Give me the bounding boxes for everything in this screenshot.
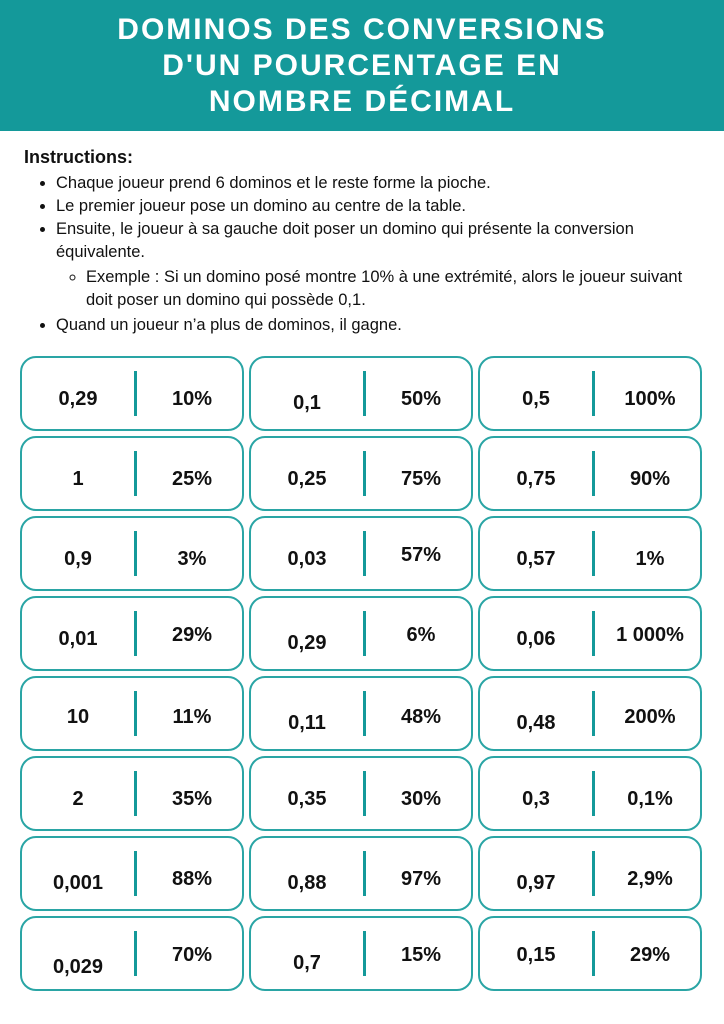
domino-right-value: 29% (629, 944, 671, 966)
instructions-list (24, 172, 704, 337)
domino-tile (249, 516, 473, 591)
domino-left-value: 0,48 (516, 712, 556, 734)
domino-left-value: 0,7 (293, 952, 321, 974)
domino-tile (20, 356, 244, 431)
instructions-section (24, 146, 704, 337)
example-list (56, 266, 704, 312)
instruction-text: Ensuite, le joueur à sa gauche doit poser un domino qui présente la conversion équivalente. (56, 220, 634, 261)
domino-left-value: 0,5 (522, 388, 550, 410)
domino-tile (478, 436, 702, 511)
domino-left-value: 0,75 (516, 468, 556, 490)
domino-tile (478, 596, 702, 671)
domino-tile (20, 596, 244, 671)
domino-left-value: 0,3 (522, 788, 550, 810)
domino-tile (20, 516, 244, 591)
domino-right-value: 3% (177, 548, 207, 570)
title-banner (0, 0, 724, 131)
domino-left-value: 0,01 (58, 628, 98, 650)
domino-right-value: 200% (624, 706, 676, 728)
domino-right-value: 2,9% (627, 868, 673, 890)
domino-right-value: 90% (629, 468, 671, 490)
domino-right-value: 6% (406, 624, 436, 646)
domino-tile (478, 836, 702, 911)
domino-right-value: 100% (624, 388, 676, 410)
domino-right-value: 50% (400, 388, 442, 410)
title-line-3: NOMBRE DÉCIMAL (208, 84, 516, 118)
instruction-item: • Quand un joueur n’a plus de dominos, il gagne. (56, 314, 704, 337)
domino-left-value: 1 (72, 468, 84, 490)
domino-right-value: 15% (400, 944, 442, 966)
domino-left-value: 0,029 (52, 956, 104, 978)
domino-right-value: 11% (172, 706, 212, 728)
title-line-1: DOMINOS DES CONVERSIONS (117, 12, 607, 46)
domino-tile (20, 756, 244, 831)
instruction-item (56, 218, 704, 312)
domino-tile (478, 356, 702, 431)
domino-tile (20, 436, 244, 511)
domino-tile (249, 436, 473, 511)
instruction-item: • Le premier joueur pose un domino au centre de la table. (56, 195, 704, 218)
domino-left-value: 0,57 (516, 548, 556, 570)
domino-right-value: 0,1% (627, 788, 673, 810)
domino-right-value: 30% (400, 788, 442, 810)
domino-left-value: 10 (66, 706, 90, 728)
domino-tile (249, 756, 473, 831)
domino-left-value: 0,9 (64, 548, 92, 570)
domino-tile (20, 916, 244, 991)
domino-tile (478, 516, 702, 591)
domino-left-value: 0,25 (287, 468, 327, 490)
domino-tile (249, 836, 473, 911)
domino-right-value: 57% (400, 544, 442, 566)
domino-right-value: 97% (400, 868, 442, 890)
domino-left-value: 0,88 (287, 872, 327, 894)
domino-grid (20, 356, 704, 996)
domino-tile (20, 836, 244, 911)
domino-tile (478, 676, 702, 751)
domino-right-value: 70% (171, 944, 213, 966)
instructions-heading: Instructions: (24, 147, 134, 167)
example-item: ◦ Exemple : Si un domino posé montre 10% à une extrémité, alors le joueur suivant doit poser un domino qui possède 0,1. (86, 266, 704, 312)
domino-left-value: 0,1 (293, 392, 321, 414)
domino-left-value: 0,11 (288, 712, 326, 734)
domino-right-value: 75% (400, 468, 442, 490)
title-line-2: D'UN POURCENTAGE EN (162, 48, 562, 82)
domino-left-value: 0,97 (516, 872, 556, 894)
domino-right-value: 35% (171, 788, 213, 810)
domino-left-value: 0,29 (58, 388, 98, 410)
domino-left-value: 0,35 (287, 788, 327, 810)
domino-tile (249, 916, 473, 991)
domino-tile (249, 676, 473, 751)
instruction-item: • Chaque joueur prend 6 dominos et le reste forme la pioche. (56, 172, 704, 195)
domino-tile (478, 916, 702, 991)
domino-right-value: 29% (171, 624, 213, 646)
domino-right-value: 88% (171, 868, 213, 890)
domino-tile (20, 676, 244, 751)
domino-left-value: 0,06 (516, 628, 556, 650)
domino-right-value: 48% (400, 706, 442, 728)
domino-right-value: 1% (635, 548, 665, 570)
domino-tile (249, 596, 473, 671)
domino-left-value: 2 (72, 788, 84, 810)
domino-tile (478, 756, 702, 831)
domino-tile (249, 356, 473, 431)
domino-left-value: 0,03 (287, 548, 327, 570)
domino-right-value: 25% (171, 468, 213, 490)
domino-left-value: 0,15 (516, 944, 556, 966)
domino-left-value: 0,001 (52, 872, 104, 894)
domino-right-value: 10% (171, 388, 213, 410)
domino-right-value: 1 000% (616, 624, 684, 646)
domino-left-value: 0,29 (287, 632, 327, 654)
